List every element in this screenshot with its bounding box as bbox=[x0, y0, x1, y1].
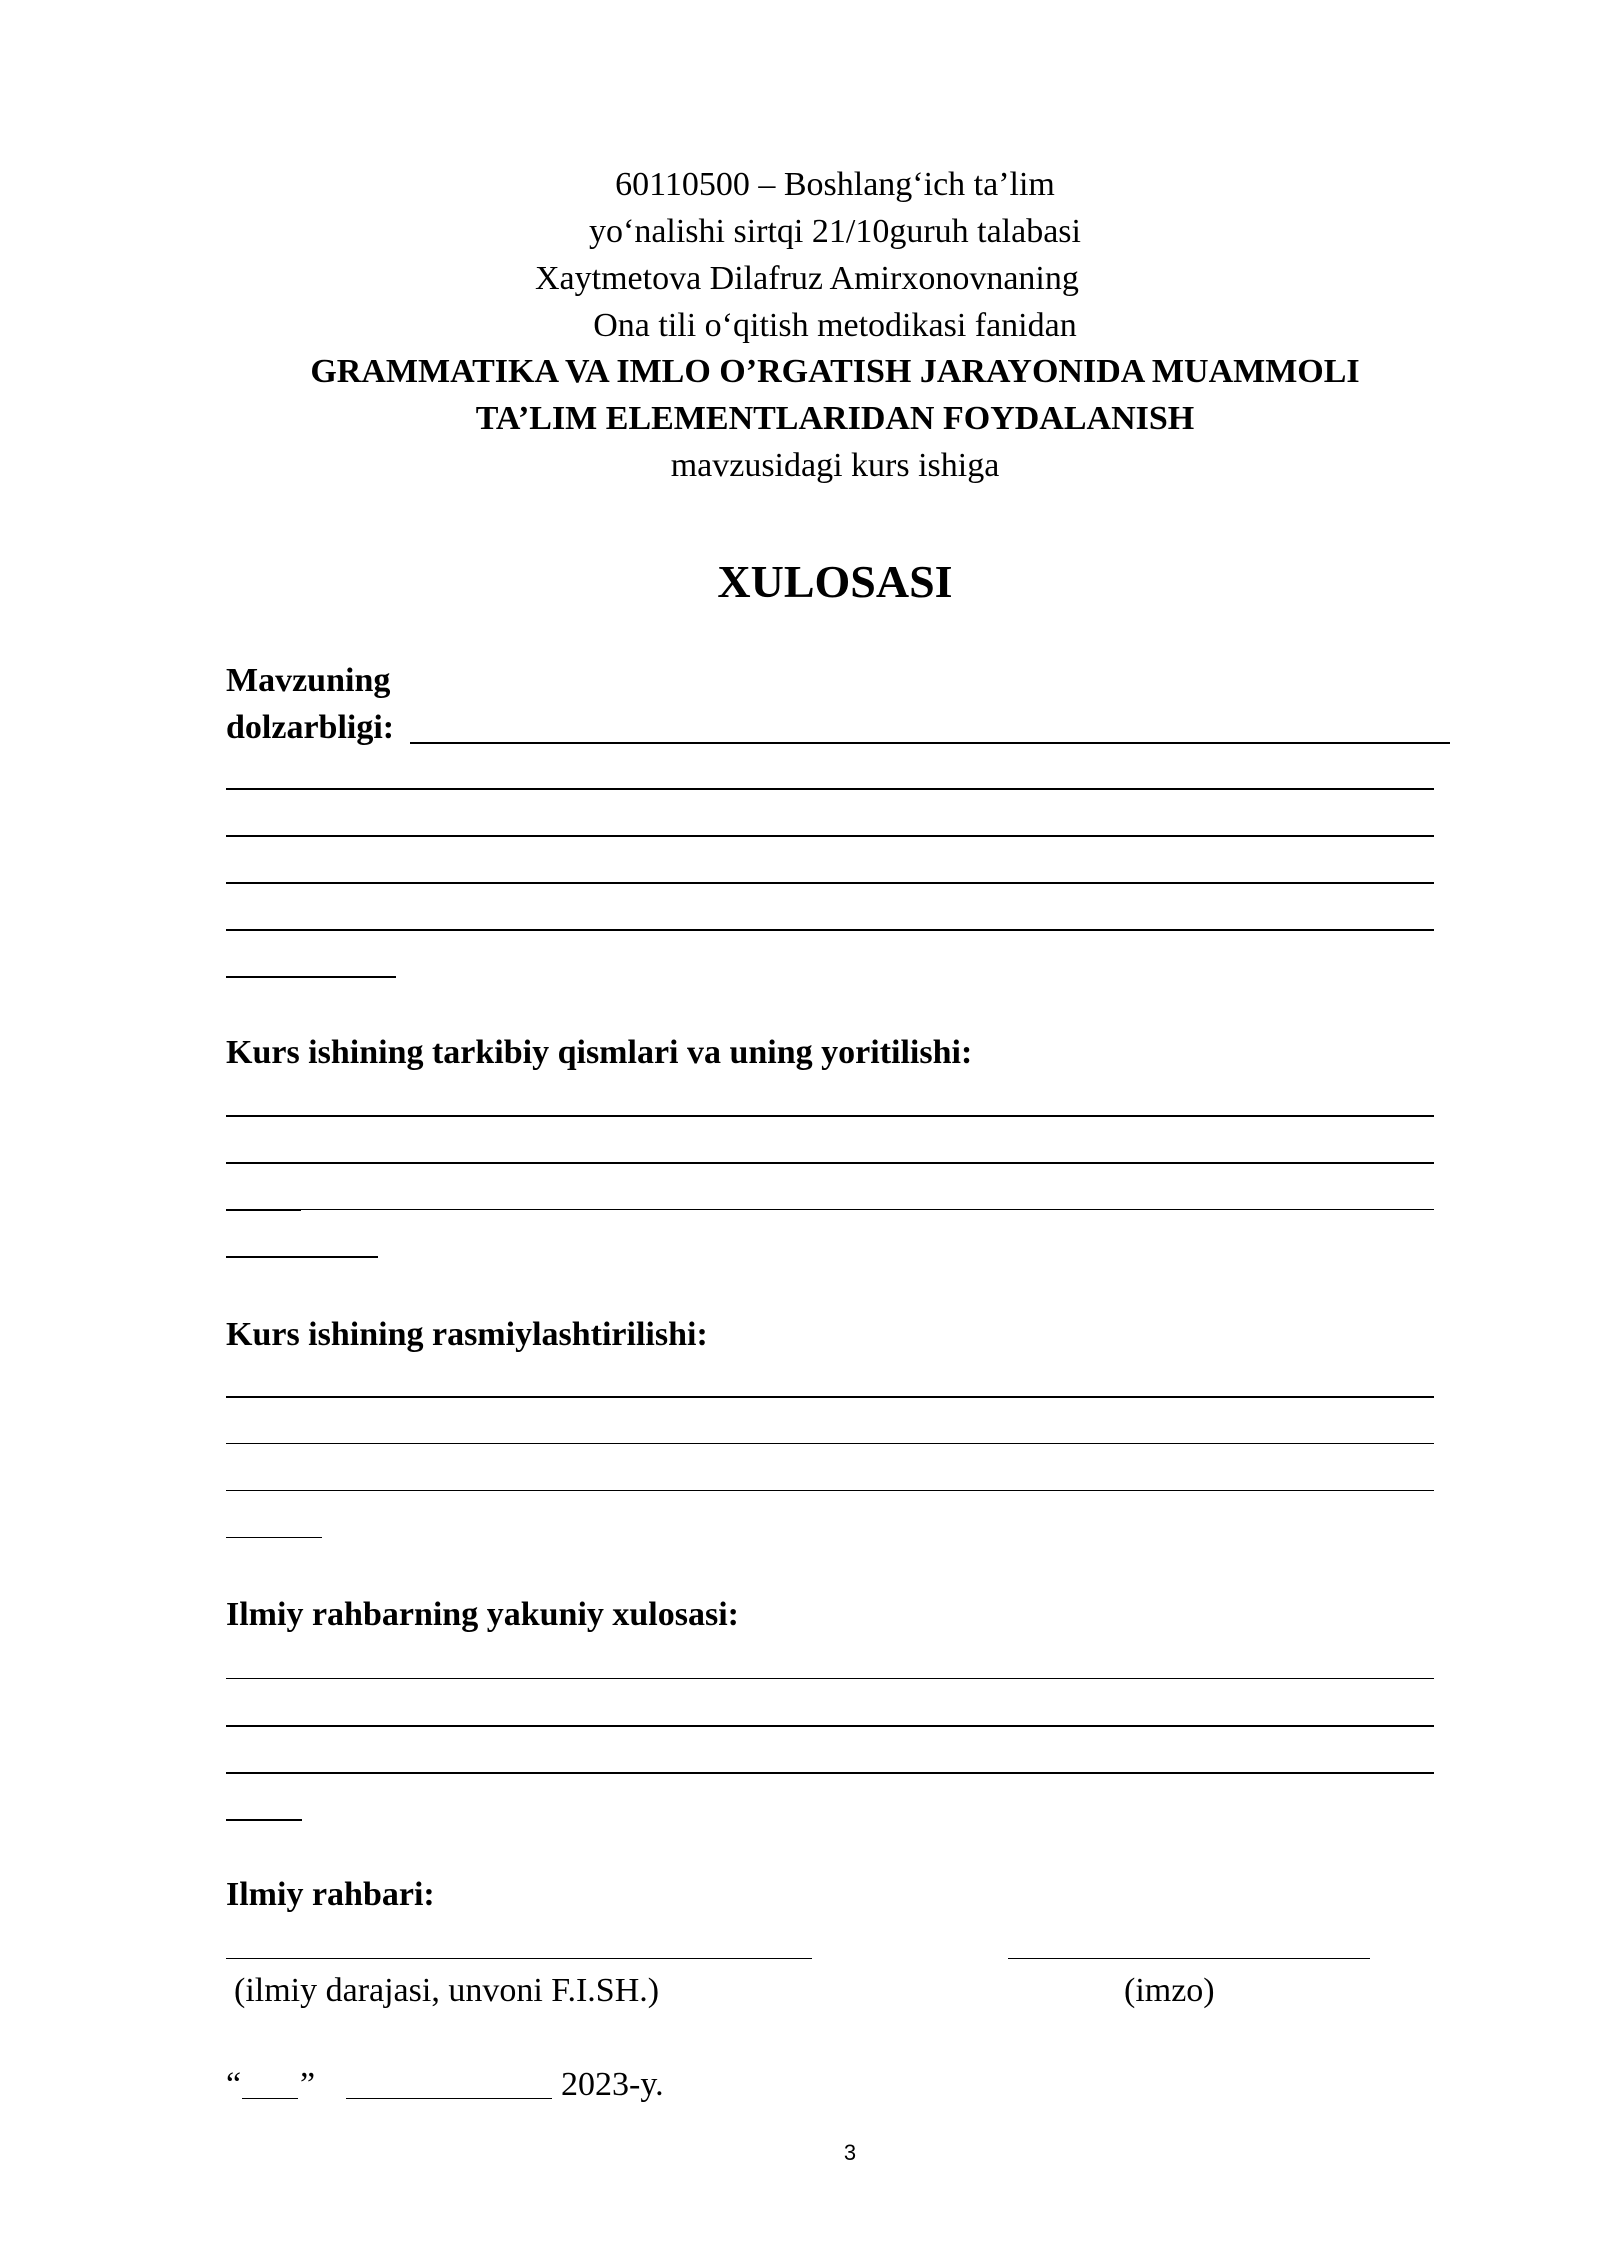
subject-line: Ona tili o‘qitish metodikasi fanidan bbox=[593, 307, 1077, 344]
date-year: 2023-y. bbox=[561, 2066, 664, 2103]
page-number: 3 bbox=[843, 2140, 857, 2165]
relevance-fill-line[interactable] bbox=[226, 929, 1434, 931]
header-line-1: 60110500 – Boshlang‘ich ta’lim bbox=[615, 166, 1055, 203]
structure-fill-line[interactable] bbox=[226, 1162, 1434, 1164]
formatting-fill-line[interactable] bbox=[226, 1443, 1434, 1444]
supervisor-name-line[interactable] bbox=[226, 1958, 812, 1959]
date-open-quote: “ bbox=[226, 2066, 242, 2103]
structure-fill-line-short[interactable] bbox=[226, 1256, 378, 1258]
topic-line-2: TA’LIM ELEMENTLARIDAN FOYDALANISH bbox=[475, 400, 1195, 437]
relevance-fill-line[interactable] bbox=[226, 788, 1434, 790]
structure-fill-line-bold-segment bbox=[226, 1209, 301, 1211]
relevance-label-2: dolzarbligi: bbox=[226, 709, 395, 746]
final-fill-line[interactable] bbox=[226, 1772, 1434, 1774]
header-line-5: mavzusidagi kurs ishiga bbox=[670, 447, 1000, 484]
relevance-label-1: Mavzuning bbox=[226, 662, 391, 699]
formatting-fill-line[interactable] bbox=[226, 1396, 1434, 1398]
student-name: Xaytmetova Dilafruz Amirxonovnaning bbox=[535, 260, 1079, 297]
structure-label: Kurs ishining tarkibiy qismlari va uning yoritilishi: bbox=[226, 1034, 973, 1071]
signature-caption: (imzo) bbox=[1124, 1972, 1215, 2009]
final-conclusion-label: Ilmiy rahbarning yakuniy xulosasi: bbox=[226, 1596, 739, 1633]
document-title: XULOSASI bbox=[717, 556, 953, 607]
formatting-label: Kurs ishining rasmiylashtirilishi: bbox=[226, 1316, 708, 1353]
formatting-fill-line[interactable] bbox=[226, 1490, 1434, 1491]
topic-line-1: GRAMMATIKA VA IMLO O’RGATISH JARAYONIDA MUAMMOLI bbox=[310, 353, 1360, 390]
date-close-quote: ” bbox=[300, 2066, 316, 2103]
relevance-fill-line[interactable] bbox=[226, 835, 1434, 837]
final-fill-line[interactable] bbox=[226, 1725, 1434, 1727]
date-day-blank[interactable] bbox=[242, 2098, 298, 2099]
final-fill-line-short[interactable] bbox=[226, 1819, 302, 1821]
structure-fill-line[interactable] bbox=[226, 1115, 1434, 1117]
header-line-2: yo‘nalishi sirtqi 21/10guruh talabasi bbox=[589, 213, 1081, 250]
name-caption: (ilmiy darajasi, unvoni F.I.SH.) bbox=[234, 1972, 660, 2009]
signature-line[interactable] bbox=[1008, 1958, 1370, 1959]
relevance-fill-line-short[interactable] bbox=[226, 976, 396, 978]
formatting-fill-line-short[interactable] bbox=[226, 1537, 322, 1538]
final-fill-line[interactable] bbox=[226, 1678, 1434, 1679]
supervisor-label: Ilmiy rahbari: bbox=[226, 1876, 435, 1913]
structure-fill-line[interactable] bbox=[226, 1209, 1434, 1210]
relevance-fill-line[interactable] bbox=[410, 742, 1450, 744]
date-month-blank[interactable] bbox=[346, 2098, 552, 2099]
relevance-fill-line[interactable] bbox=[226, 882, 1434, 884]
